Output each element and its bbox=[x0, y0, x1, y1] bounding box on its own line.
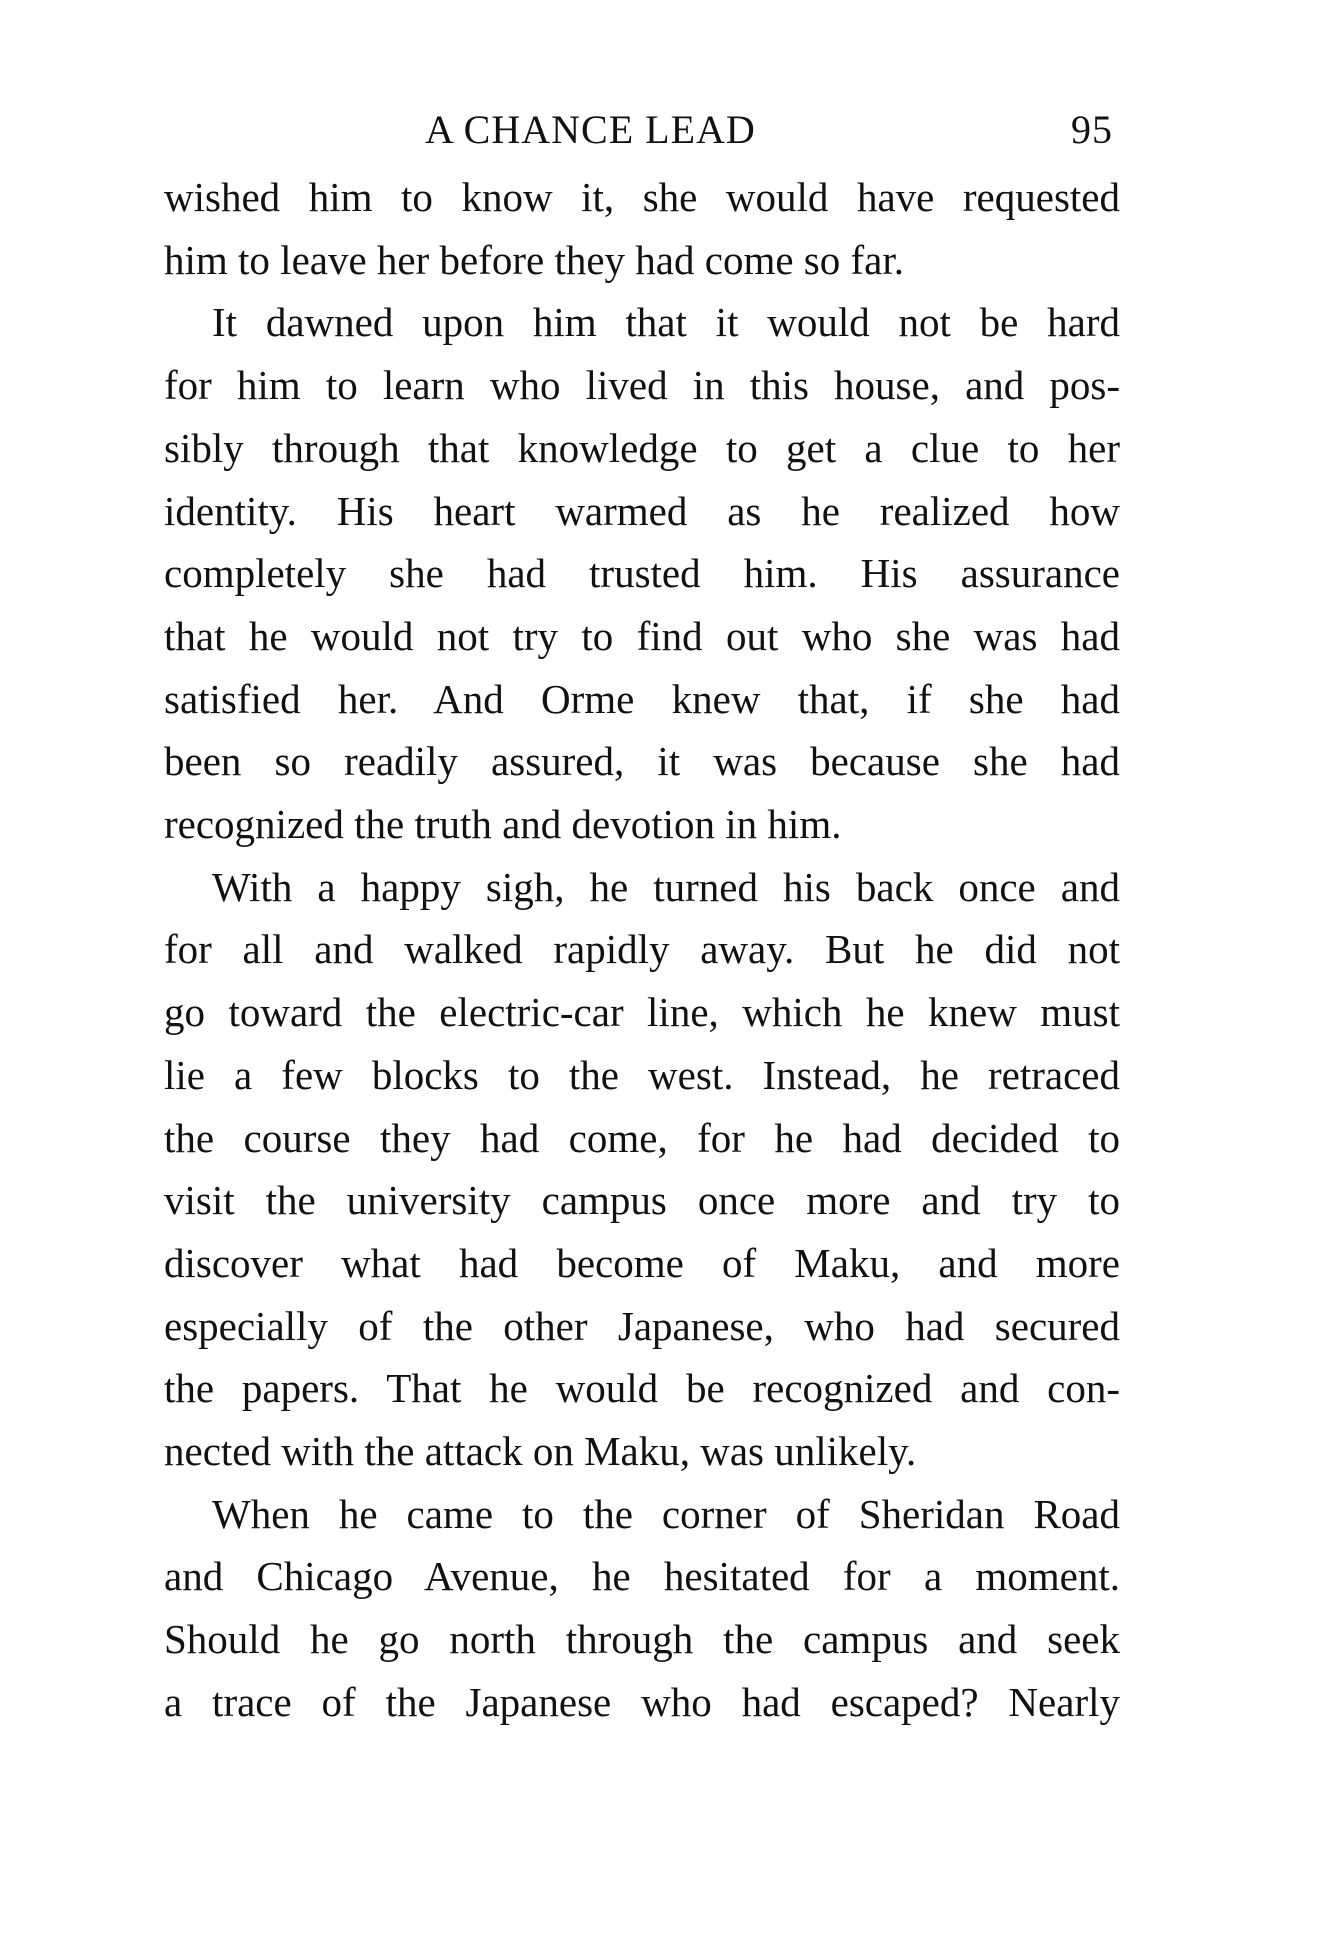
text-line: nected with the attack on Maku, was unlikely. bbox=[164, 1428, 917, 1474]
text-line: especially of the other Japanese, who had secured bbox=[164, 1302, 1120, 1349]
text-line: identity. His heart warmed as he realized how bbox=[164, 487, 1120, 534]
text-line: go toward the electric-car line, which he knew must bbox=[164, 989, 1120, 1036]
page-number: 95 bbox=[1071, 107, 1113, 152]
text-line: him to leave her before they had come so far. bbox=[164, 236, 904, 283]
text-line: With a happy sigh, he turned his back once and bbox=[212, 863, 1120, 910]
text-line: completely she had trusted him. His assurance bbox=[164, 550, 1120, 597]
text-line: wished him to know it, she would have requested bbox=[164, 174, 1120, 220]
text-line: a trace of the Japanese who had escaped? Nearly bbox=[164, 1678, 1120, 1725]
text-line: the papers. That he would be recognized and con- bbox=[164, 1365, 1120, 1412]
text-line: for him to learn who lived in this house, and pos- bbox=[164, 362, 1120, 409]
text-line: the course they had come, for he had decided to bbox=[164, 1114, 1120, 1161]
running-header-title: A CHANCE LEAD bbox=[425, 107, 756, 152]
text-line: recognized the truth and devotion in him. bbox=[164, 801, 842, 847]
text-line: and Chicago Avenue, he hesitated for a moment. bbox=[164, 1553, 1120, 1600]
text-line: It dawned upon him that it would not be hard bbox=[212, 299, 1120, 346]
text-line: that he would not try to find out who she was had bbox=[164, 612, 1120, 659]
text-line: discover what had become of Maku, and more bbox=[164, 1239, 1120, 1286]
text-line: been so readily assured, it was because she had bbox=[164, 738, 1120, 785]
text-line: lie a few blocks to the west. Instead, he retraced bbox=[164, 1051, 1120, 1098]
text-line: for all and walked rapidly away. But he did not bbox=[164, 926, 1120, 973]
text-line: When he came to the corner of Sheridan Road bbox=[212, 1490, 1120, 1537]
text-line: visit the university campus once more and try to bbox=[164, 1177, 1120, 1224]
text-line: Should he go north through the campus and seek bbox=[164, 1616, 1120, 1663]
text-line: satisfied her. And Orme knew that, if she had bbox=[164, 675, 1120, 722]
text-line: sibly through that knowledge to get a clue to her bbox=[164, 424, 1120, 471]
